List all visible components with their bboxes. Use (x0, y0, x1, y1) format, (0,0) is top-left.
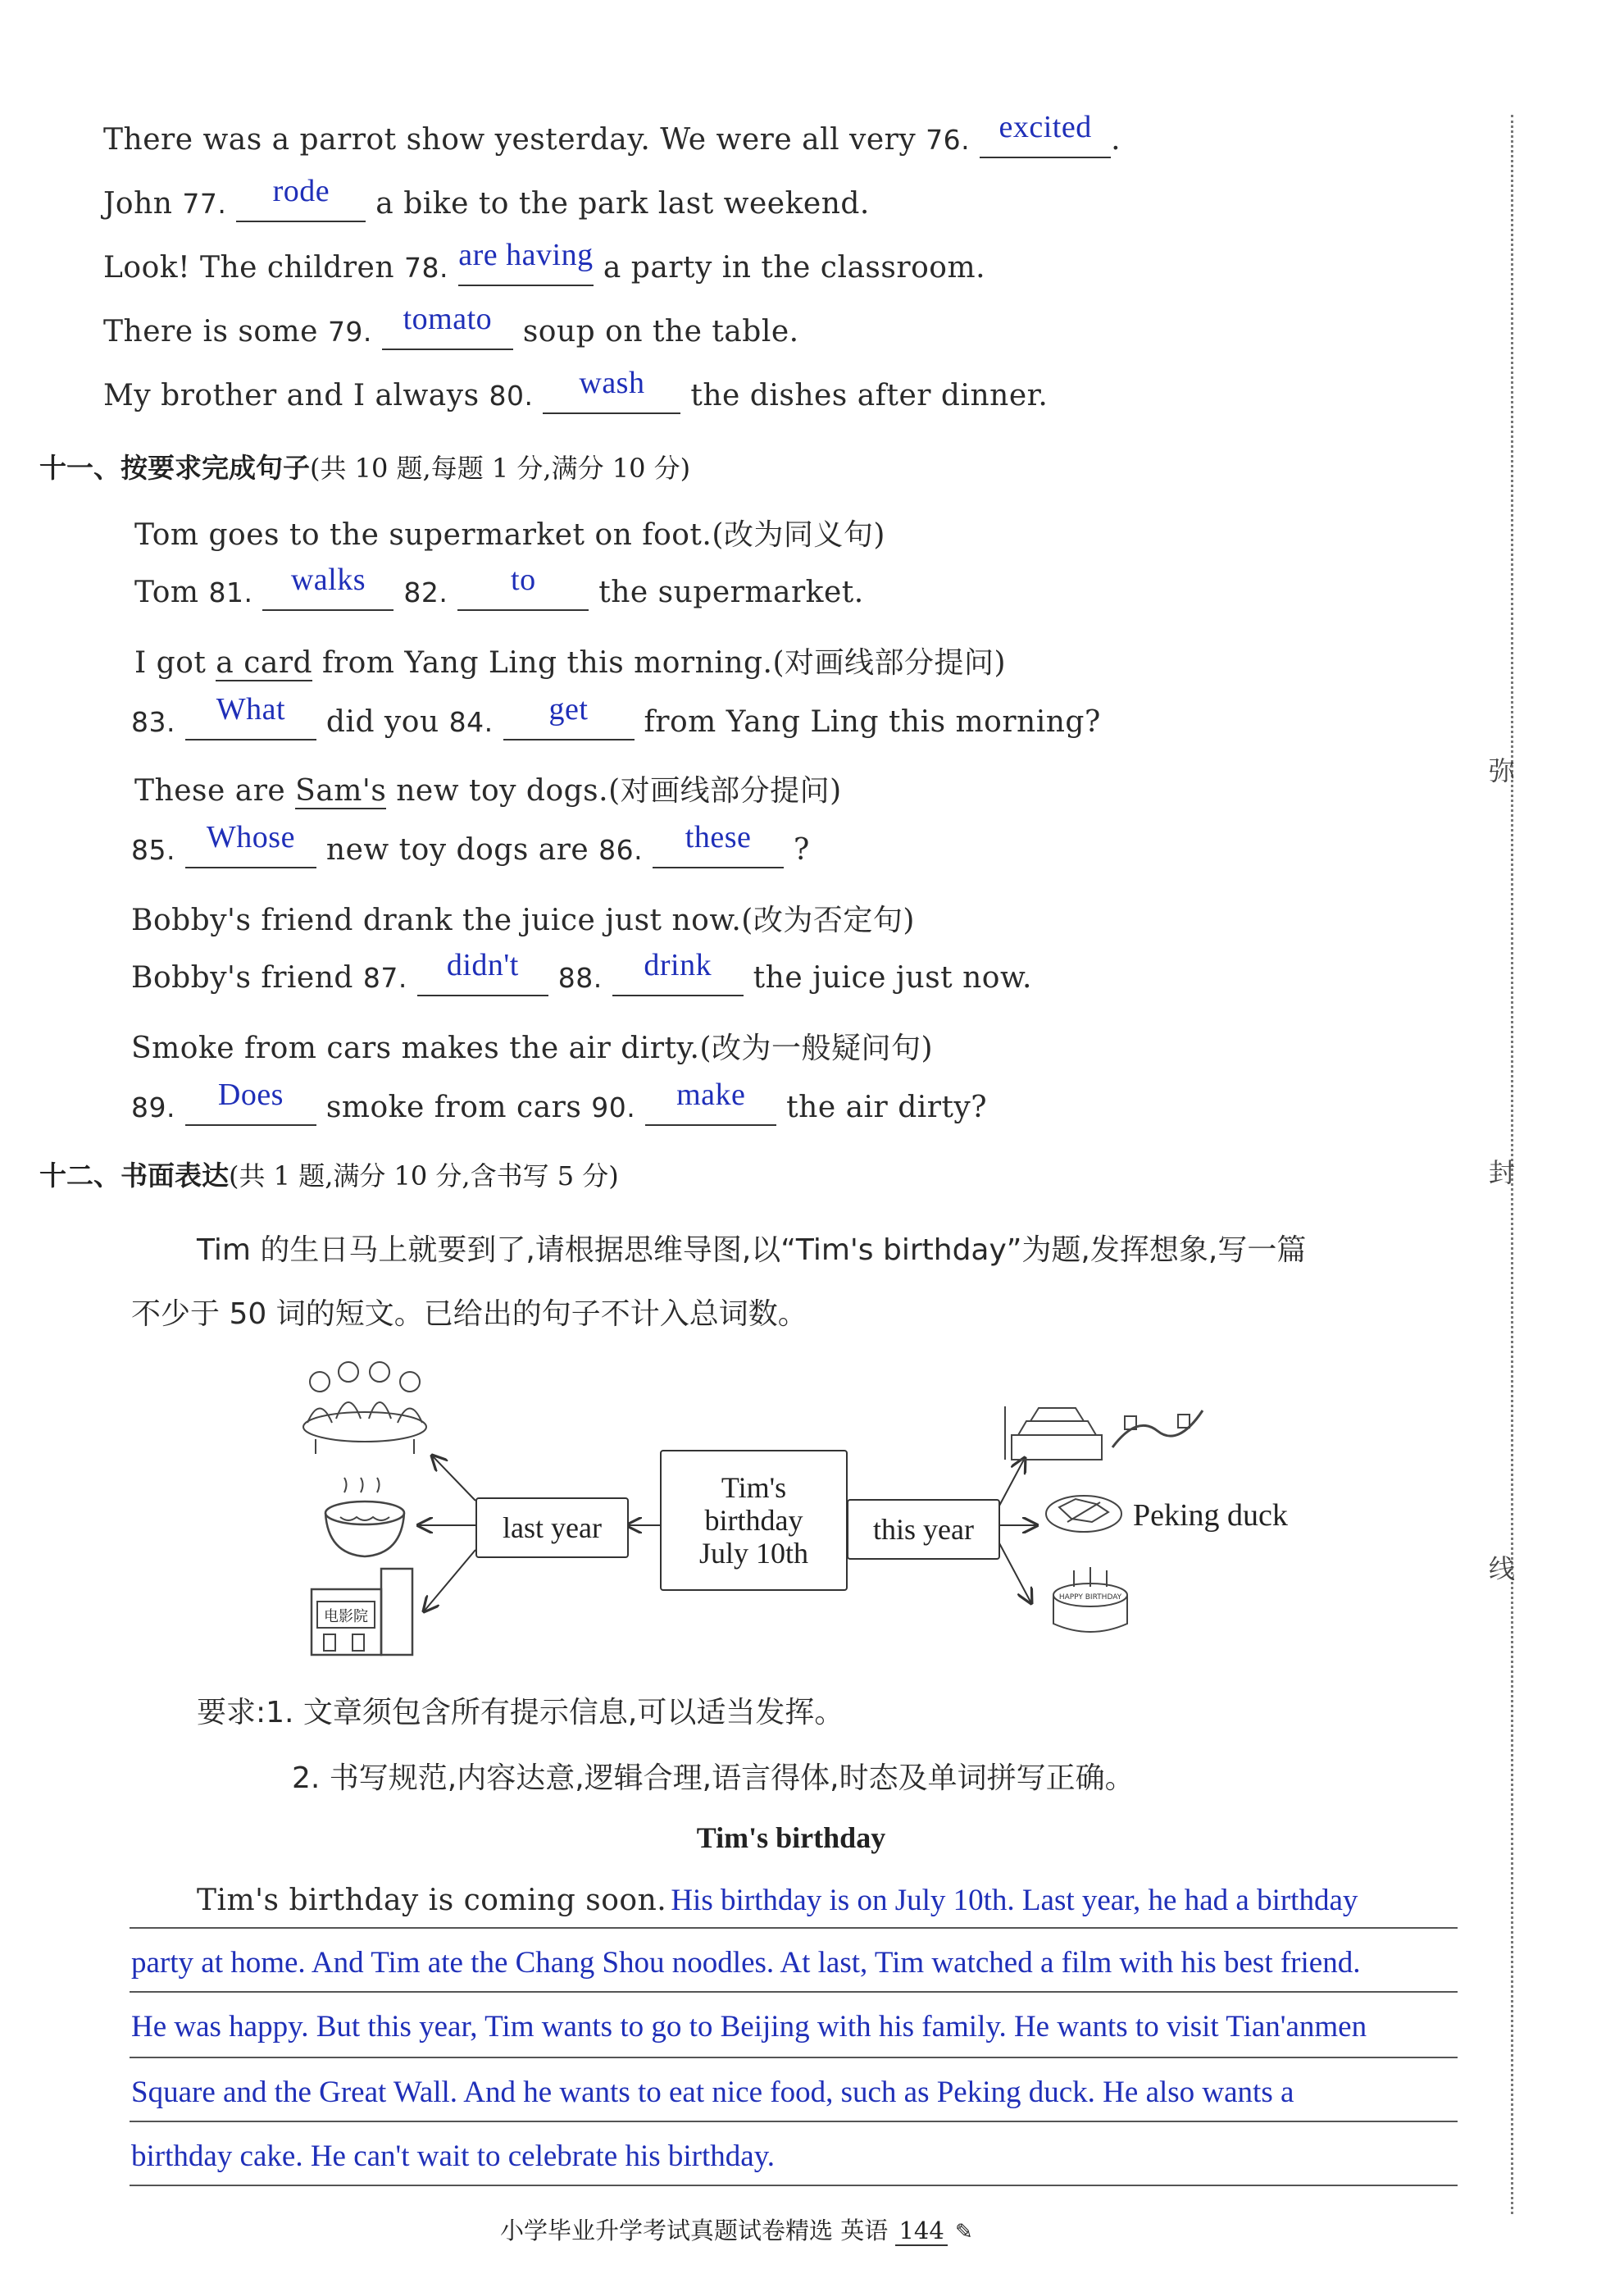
prompt-text: Smoke from cars makes the air dirty.(改为一般疑问句) (131, 1032, 934, 1065)
ruled-line (130, 2185, 1458, 2186)
answer-text: excited (999, 110, 1092, 144)
mindmap-this-year-box: this year (847, 1499, 1000, 1560)
sentence-text: did you (316, 705, 449, 739)
binding-char-1: 弥 (1489, 755, 1516, 786)
question-number: 89. (131, 1091, 175, 1123)
question-number: 87. (362, 962, 407, 994)
answer-text: get (548, 692, 589, 727)
center-line-2: birthday (704, 1504, 803, 1537)
binding-char-2: 封 (1489, 1157, 1516, 1188)
question-number: 81. (208, 576, 253, 608)
essay-line-2: party at home. And Tim ate the Chang Shou noodles. At last, Tim watched a film with his best friend. (131, 1946, 1361, 1980)
question-number: 77. (182, 188, 227, 220)
requirement-2: 2. 书写规范,内容达意,逻辑合理,语言得体,时态及单词拼写正确。 (292, 1761, 1135, 1795)
question-number: 78. (404, 252, 448, 284)
binding-char-3: 线 (1489, 1553, 1516, 1584)
sentence-text: a party in the classroom. (593, 251, 986, 285)
sentence-text: smoke from cars (316, 1091, 592, 1124)
sentence-text: from Yang Ling this morning? (634, 705, 1101, 739)
question-number: 88. (557, 962, 603, 994)
essay-line-5: birthday cake. He can't wait to celebrate his birthday. (131, 2139, 776, 2173)
essay-line-3: He was happy. But this year, Tim wants to go to Beijing with his family. He wants to visit Tian'anmen (131, 2010, 1367, 2044)
answer-text: are having (458, 238, 594, 272)
essay-line-4: Square and the Great Wall. And he wants to eat nice food, such as Peking duck. He also wants a (131, 2076, 1294, 2109)
sentence-text: ? (784, 833, 810, 867)
sentence-text: My brother and I always (103, 379, 489, 412)
page-number: 144 (895, 2217, 947, 2246)
sentence-text: new toy dogs are (316, 833, 599, 867)
page-footer (500, 2212, 973, 2246)
sentence-text: a bike to the park last weekend. (366, 187, 870, 221)
question-number: 80. (489, 380, 534, 412)
question-number: 90. (591, 1091, 636, 1123)
requirement-1: 要求:1. 文章须包含所有提示信息,可以适当发挥。 (197, 1696, 844, 1729)
mindmap-center-box (660, 1450, 848, 1591)
ruled-line (130, 1927, 1458, 1929)
underlined-phrase: a card (216, 646, 313, 680)
sentence-text: There was a parrot show yesterday. We were all very (103, 123, 926, 157)
essay-title: Tim's birthday (696, 1821, 886, 1854)
sentence-text: the supermarket. (589, 576, 864, 609)
sentence-text: . (1111, 123, 1121, 157)
question-number: 85. (131, 834, 175, 866)
essay-line-1 (197, 1883, 1358, 1918)
cake-text: HAPPY BIRTHDAY (1058, 1593, 1122, 1602)
writing-instruction-line-1: Tim 的生日马上就要到了,请根据思维导图,以“Tim's birthday”为题,发挥想象,写一篇 (197, 1233, 1307, 1267)
family-dinner-illustration (291, 1349, 439, 1456)
prompt-text: Bobby's friend drank the juice just now.(改为否定句) (131, 904, 915, 937)
answer-text: rode (272, 174, 330, 208)
question-number: 82. (403, 576, 448, 608)
prompt-text: new toy dogs.(对画线部分提问) (386, 774, 842, 808)
answer-text: What (216, 692, 286, 727)
center-line-1: Tim's (721, 1471, 787, 1504)
answer-text: wash (579, 366, 645, 400)
sentence-text: the air dirty? (776, 1091, 988, 1124)
section-title: 十二、书面表达 (39, 1160, 229, 1192)
noodles-bowl-icon (320, 1476, 410, 1566)
answer-text: Whose (206, 820, 295, 854)
answer-text: to (511, 563, 536, 597)
essay-text: His birthday is on July 10th. Last year, he had a birthday (671, 1884, 1358, 1917)
sentence-text: There is some (103, 315, 328, 349)
cinema-sign-text: 电影院 (324, 1608, 368, 1625)
sentence-text: Bobby's friend (131, 961, 363, 995)
section-title: 十一、按要求完成句子 (39, 452, 310, 484)
peking-duck-label: Peking duck (1133, 1498, 1288, 1533)
tiananmen-greatwall-illustration (1002, 1390, 1207, 1464)
answer-text: drink (644, 948, 712, 982)
prompt-text: Tom goes to the supermarket on foot.(改为同义句) (134, 518, 885, 552)
section-note: (共 1 题,满分 10 分,含书写 5 分) (229, 1160, 619, 1192)
sentence-text: the dishes after dinner. (680, 379, 1049, 412)
peking-duck-icon (1043, 1483, 1125, 1540)
answer-text: make (676, 1078, 746, 1112)
prompt-text: from Yang Ling this morning.(对画线部分提问) (312, 646, 1007, 680)
mindmap-last-year-box: last year (475, 1497, 629, 1558)
sentence-text: Tom (134, 576, 209, 609)
prompt-text: I got (134, 646, 216, 680)
question-number: 86. (598, 834, 644, 866)
ruled-line (130, 2057, 1458, 2058)
given-sentence: Tim's birthday is coming soon. (197, 1884, 667, 1917)
cinema-building-icon (307, 1556, 418, 1659)
ruled-line (130, 2121, 1458, 2122)
question-number: 84. (448, 706, 494, 738)
sentence-text: soup on the table. (512, 315, 799, 349)
pencil-icon: ✎ (955, 2220, 973, 2244)
answer-text: Does (217, 1078, 284, 1112)
answer-text: didn't (446, 948, 519, 982)
answer-text: walks (290, 563, 366, 597)
underlined-phrase: Sam's (295, 774, 387, 808)
sentence-text: the juice just now. (743, 961, 1032, 995)
question-number: 79. (327, 316, 372, 348)
birthday-cake-icon (1045, 1562, 1135, 1644)
section-note: (共 10 题,每题 1 分,满分 10 分) (310, 453, 691, 484)
sentence-text: Look! The children (103, 251, 404, 285)
question-number: 83. (131, 706, 175, 738)
center-line-3: July 10th (698, 1537, 808, 1570)
book-title: 小学毕业升学考试真题试卷精选 英语 (500, 2217, 889, 2244)
writing-instruction-line-2: 不少于 50 词的短文。已给出的句子不计入总词数。 (131, 1297, 807, 1331)
ruled-line (130, 1991, 1458, 1993)
question-number: 76. (926, 124, 971, 156)
sentence-text: John (103, 187, 183, 221)
prompt-text: These are (134, 774, 296, 808)
answer-text: tomato (403, 302, 493, 336)
answer-text: these (685, 820, 752, 854)
